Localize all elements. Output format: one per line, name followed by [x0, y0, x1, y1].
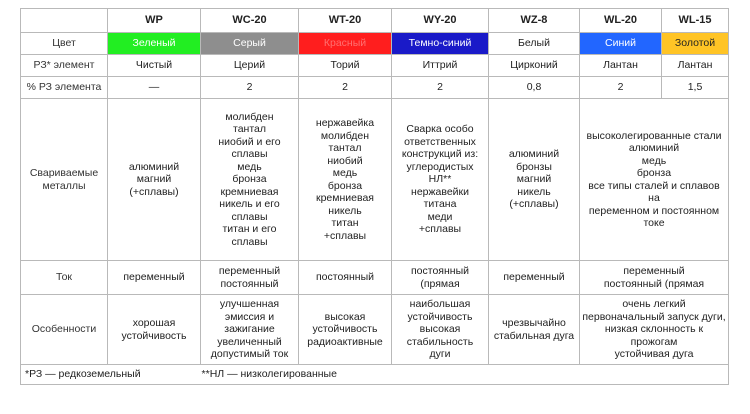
element-cell-wl20: Лантан	[580, 55, 662, 77]
cell-lines	[301, 117, 389, 242]
cell-line: бронза	[232, 173, 267, 186]
footnote-cell	[21, 365, 729, 385]
color-cell-wp: Зеленый	[108, 33, 201, 55]
cell-line: допустимый ток	[210, 348, 289, 361]
cell-line: высокая	[324, 310, 366, 323]
cell-lines	[301, 311, 389, 349]
current-cell-wc20	[201, 261, 299, 295]
cell-lines	[582, 265, 726, 290]
cell-line: молибден	[225, 110, 274, 123]
percent-cell-wz8: 0,8	[489, 77, 580, 99]
cell-line: низкая склонность к	[604, 323, 704, 336]
cell-line: конструкций из:	[401, 148, 479, 161]
cell-line: меди	[427, 210, 453, 223]
cell-line: эмиссия и	[224, 310, 275, 323]
cell-line: постоянный	[220, 277, 279, 290]
metals-cell-wz8	[489, 99, 580, 261]
cell-line: кремниевая	[220, 185, 279, 198]
cell-line: постоянный	[410, 265, 469, 277]
cell-line: стабильность	[406, 335, 474, 348]
cell-lines	[203, 265, 296, 290]
element-cell-wc20: Церий	[201, 55, 299, 77]
element-cell-wl15: Лантан	[662, 55, 729, 77]
features-cell-wc20	[201, 295, 299, 365]
footnote-row	[21, 365, 729, 385]
row-label-element: РЗ* элемент	[21, 55, 108, 77]
cell-line: прожогам	[630, 335, 678, 348]
cell-line: токе	[643, 217, 665, 229]
cell-line: устойчивость	[407, 310, 473, 323]
header-wl15: WL-15	[662, 9, 729, 33]
cell-line: титан и его	[222, 223, 277, 236]
cell-line: нержавейка	[315, 117, 375, 129]
cell-line: высоколегированные стали	[586, 129, 722, 142]
cell-line: все типы сталей и сплавов на	[588, 179, 720, 204]
cell-lines	[394, 265, 486, 290]
current-cell-wl	[580, 261, 729, 295]
color-cell-wz8: Белый	[489, 33, 580, 55]
cell-line: устойчивость	[121, 329, 187, 342]
cell-line: никель и его	[219, 198, 280, 211]
cell-line: ниобий и его	[218, 135, 281, 148]
element-cell-wt20: Торий	[299, 55, 392, 77]
cell-line: титан	[331, 217, 359, 229]
cell-line: углеродистых	[406, 160, 474, 173]
cell-line: магний	[136, 173, 172, 186]
features-cell-wy20	[392, 295, 489, 365]
percent-cell-wy20: 2	[392, 77, 489, 99]
cell-line: (+сплавы)	[129, 185, 179, 198]
percent-cell-wl20: 2	[580, 77, 662, 99]
cell-lines	[491, 317, 577, 342]
cell-line: переменный	[218, 265, 281, 277]
cell-line: постоянный (прямая	[603, 277, 705, 290]
color-cell-wt20: Красный	[299, 33, 392, 55]
cell-lines	[491, 148, 577, 211]
cell-line: НЛ**	[428, 173, 452, 186]
features-cell-wp	[108, 295, 201, 365]
cell-line: увеличенный	[217, 335, 282, 348]
cell-line: сплавы	[231, 210, 268, 223]
header-wt20: WT-20	[299, 9, 392, 33]
cell-lines	[394, 298, 486, 361]
cell-line: стабильная дуга	[493, 329, 575, 342]
cell-line: бронза	[636, 167, 672, 179]
element-row	[21, 55, 729, 77]
cell-line: титана	[423, 198, 457, 211]
cell-lines	[110, 271, 198, 284]
cell-lines	[203, 111, 296, 249]
cell-line: нержавейки	[411, 185, 469, 198]
color-cell-wy20: Темно-синий	[392, 33, 489, 55]
percent-cell-wp: —	[108, 77, 201, 99]
metals-cell-wc20	[201, 99, 299, 261]
row-label-metals: Свариваемые металлы	[21, 99, 108, 261]
cell-line: радиоактивные	[307, 335, 383, 348]
percent-cell-wl15: 1,5	[662, 77, 729, 99]
header-row	[21, 9, 729, 33]
cell-line: высокая	[419, 323, 461, 336]
features-cell-wt20	[299, 295, 392, 365]
cell-line: медь	[237, 160, 262, 173]
metals-cell-wt20	[299, 99, 392, 261]
metals-cell-wp	[108, 99, 201, 261]
cell-line: алюминий	[128, 160, 180, 173]
header-wz8: WZ-8	[489, 9, 580, 33]
percent-cell-wc20: 2	[201, 77, 299, 99]
header-wc20: WC-20	[201, 9, 299, 33]
cell-line: медь	[641, 154, 667, 167]
cell-line: устойчивая дуга	[614, 348, 694, 361]
cell-line: тантал	[233, 123, 266, 136]
features-cell-wz8	[489, 295, 580, 365]
cell-lines	[582, 298, 726, 361]
color-row	[21, 33, 729, 55]
current-row	[21, 261, 729, 295]
metals-cell-wl	[580, 99, 729, 261]
cell-line: очень легкий	[622, 298, 686, 311]
cell-line: (+сплавы)	[509, 198, 559, 211]
cell-line: зажигание	[224, 323, 275, 336]
cell-line: +сплавы	[418, 223, 462, 236]
percent-cell-wt20: 2	[299, 77, 392, 99]
cell-line: никель	[328, 204, 362, 217]
header-wp: WP	[108, 9, 201, 33]
cell-line: тантал	[328, 142, 362, 154]
cell-line: дуги	[429, 348, 451, 361]
cell-line: переменный	[623, 265, 685, 277]
element-cell-wy20: Иттрий	[392, 55, 489, 77]
percent-row	[21, 77, 729, 99]
cell-lines	[301, 271, 389, 284]
current-cell-wt20	[299, 261, 392, 295]
cell-line: устойчивость	[312, 323, 378, 336]
row-label-percent: % РЗ элемента	[21, 77, 108, 99]
cell-lines	[491, 271, 577, 284]
current-cell-wz8	[489, 261, 580, 295]
current-cell-wp	[108, 261, 201, 295]
cell-line: первоначальный запуск дуги,	[582, 310, 726, 323]
cell-line: Сварка особо	[406, 123, 474, 136]
color-cell-wc20: Серый	[201, 33, 299, 55]
cell-line: улучшенная	[219, 298, 280, 311]
header-corner	[21, 9, 108, 33]
element-cell-wz8: Цирконий	[489, 55, 580, 77]
cell-line: сплавы	[231, 235, 268, 248]
cell-lines	[110, 317, 198, 342]
tungsten-electrodes-table	[20, 8, 729, 385]
cell-line: хорошая	[132, 317, 176, 329]
header-wl20: WL-20	[580, 9, 662, 33]
cell-line: молибден	[320, 129, 370, 142]
row-label-color: Цвет	[21, 33, 108, 55]
color-cell-wl20: Синий	[580, 33, 662, 55]
cell-line: ответственных	[404, 135, 476, 148]
cell-lines	[394, 123, 486, 236]
cell-line: бронза	[327, 179, 363, 192]
footnote-rare-earth: *РЗ — редкоземельный	[25, 368, 141, 381]
cell-line: бронзы	[516, 160, 552, 173]
element-cell-wp: Чистый	[108, 55, 201, 77]
cell-line: переменном и постоянном	[588, 204, 720, 217]
cell-line: кремниевая	[316, 192, 374, 204]
color-cell-wl15: Золотой	[662, 33, 729, 55]
cell-line: (прямая	[420, 277, 460, 290]
features-row	[21, 295, 729, 365]
header-wy20: WY-20	[392, 9, 489, 33]
cell-lines	[582, 130, 726, 230]
cell-lines	[110, 161, 198, 199]
cell-line: +сплавы	[323, 229, 367, 242]
row-label-features: Особенности	[21, 295, 108, 365]
cell-line: сплавы	[231, 148, 268, 161]
metals-cell-wy20	[392, 99, 489, 261]
features-cell-wl	[580, 295, 729, 365]
cell-line: магний	[516, 173, 552, 186]
footnote-low-alloy: **НЛ — низколегированные	[201, 368, 337, 381]
current-cell-wy20	[392, 261, 489, 295]
row-label-current: Ток	[21, 261, 108, 295]
metals-row	[21, 99, 729, 261]
cell-line: переменный	[123, 271, 185, 284]
cell-line: никель	[517, 185, 551, 198]
cell-line: чрезвычайно	[502, 317, 566, 329]
cell-line: медь	[332, 167, 358, 179]
cell-line: постоянный	[315, 271, 374, 284]
cell-line: ниобий	[327, 154, 363, 167]
cell-line: алюминий	[508, 148, 560, 161]
cell-line: наибольшая	[409, 298, 471, 311]
cell-line: алюминий	[628, 142, 680, 154]
cell-line: переменный	[503, 271, 565, 284]
cell-lines	[203, 298, 296, 361]
